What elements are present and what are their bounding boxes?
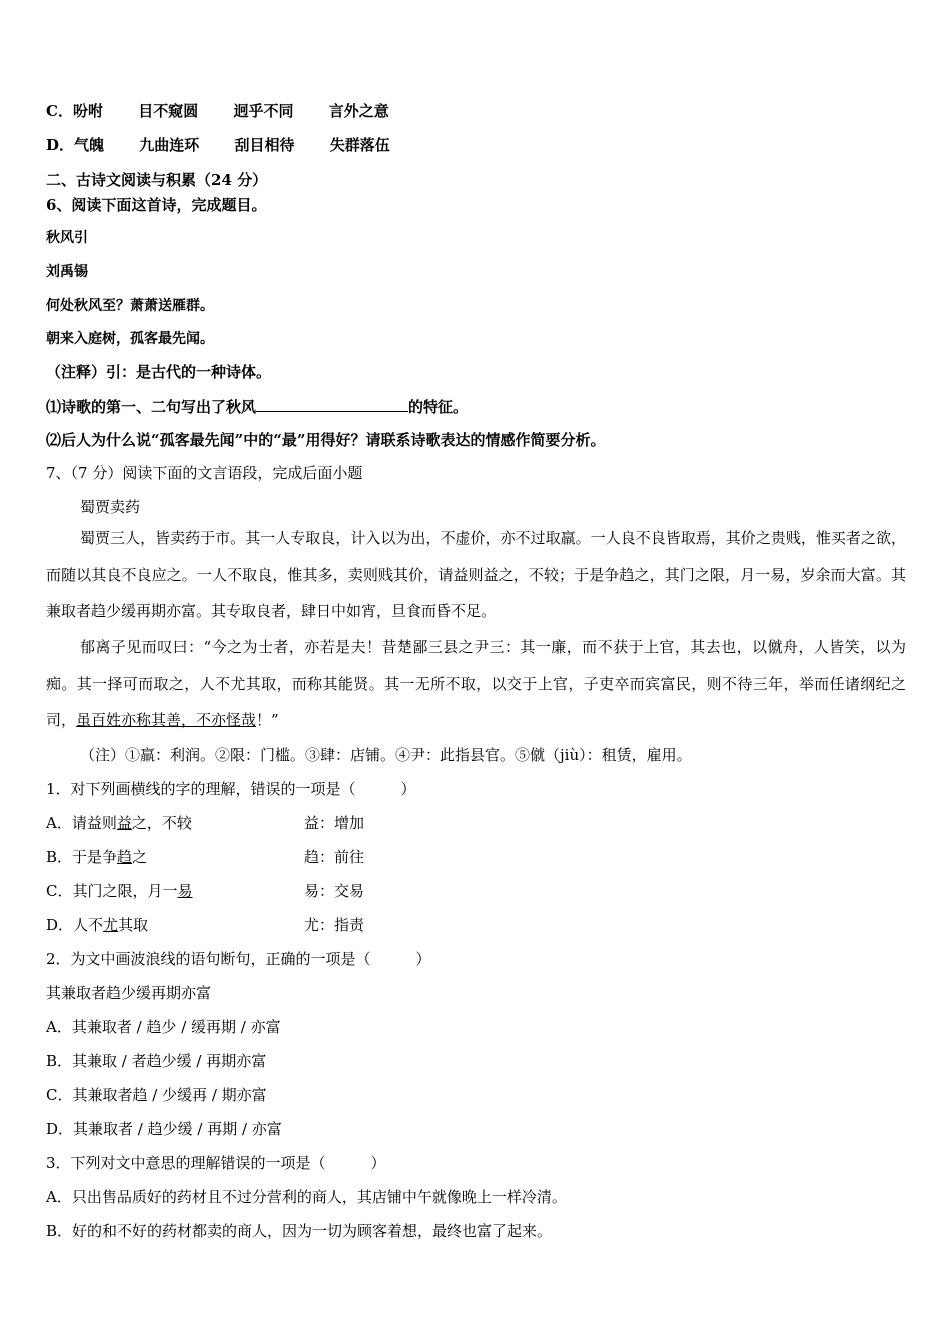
question-6-sub-2: ⑵后人为什么说“孤客最先闻”中的“最”用得好？请联系诗歌表达的情感作简要分析。 (46, 431, 606, 449)
option-text: 其兼取者 / 趋少 / 缓再期 / 亦富 (71, 1018, 281, 1036)
option-word: 九曲连环 (139, 136, 200, 154)
gloss-char: 易： (304, 882, 335, 900)
underlined-char: 趋 (117, 848, 133, 866)
sub1-text: ⑴诗歌的第一、二句写出了秋风 (46, 398, 257, 416)
option-text: 其兼取 / 者趋少缓 / 再期亦富 (72, 1052, 267, 1070)
sub-question-1-option-a[interactable] (46, 813, 365, 833)
sub-question-2-option-c[interactable] (46, 1085, 267, 1105)
option-text: 其兼取者趋 / 少缓再 / 期亦富 (72, 1086, 267, 1104)
option-letter: A． (46, 1018, 72, 1036)
option-d-row (46, 135, 390, 155)
option-text: 其兼取者 / 趋少缓 / 再期 / 亦富 (73, 1120, 282, 1138)
option-letter: C． (46, 1086, 73, 1104)
poem-author: 刘禹锡 (46, 264, 88, 280)
poem-note: （注释）引：是古代的一种诗体。 (46, 363, 272, 381)
gloss-char: 趋： (304, 848, 335, 866)
sub-question-1-option-c[interactable] (46, 881, 365, 901)
passage-paragraph-1: 蜀贾三人，皆卖药于市。其一人专取良，计入以为出，不虚价，亦不过取羸。一人良不良皆取焉，其价之贵贱，惟买者之欲，而随以其良不良应之。一人不取良，惟其多，卖则贱其价，请益则益之，不较；于是争趋之，其门之限，月一易，岁余而大富。其兼取者趋少缓再期亦富。其专取良者，肆日中如宵，旦食而昏不足。 (46, 529, 906, 620)
option-text: 于是争 (72, 848, 118, 866)
poem-title: 秋风引 (46, 230, 88, 246)
option-letter: C． (46, 882, 73, 900)
option-word: 言外之意 (328, 102, 389, 120)
option-text: 其门之限，月一 (72, 882, 178, 900)
option-text: 之，不较 (131, 814, 192, 832)
option-c-row (46, 101, 389, 121)
answer-blank[interactable] (256, 396, 408, 412)
option-letter: B． (46, 848, 73, 866)
underlined-char: 尤 (103, 916, 119, 934)
passage-paragraph-2 (46, 629, 906, 739)
sub-question-2-option-b[interactable] (46, 1051, 266, 1071)
option-word: 失群落伍 (329, 136, 390, 154)
gloss-meaning: 指责 (334, 916, 365, 934)
passage-annotation: （注）①羸：利润。②限：门槛。③肆：店铺。④尹：此指县官。⑤僦（jiù）：租赁，雇用。 (80, 746, 692, 764)
option-word: 刮目相待 (234, 136, 295, 154)
sub-question-1-option-b[interactable] (46, 847, 365, 867)
sub-question-3-option-b[interactable] (46, 1221, 552, 1241)
option-text: 好的和不好的药材都卖的商人，因为一切为顾客着想，最终也富了起来。 (72, 1222, 553, 1240)
underlined-char: 益 (116, 814, 132, 832)
option-letter: D． (46, 916, 74, 934)
option-word: 目不窥圆 (138, 102, 199, 120)
section-heading: 二、古诗文阅读与积累（24 分） (46, 171, 268, 189)
option-text: 之 (132, 848, 148, 866)
gloss-meaning: 前往 (334, 848, 365, 866)
paragraph-end: ！” (256, 711, 279, 729)
sub-question-2-option-a[interactable] (46, 1017, 281, 1037)
underlined-char: 易 (177, 882, 193, 900)
wavy-underlined-sentence: 虽百姓亦称其善，不亦怪哉 (76, 711, 257, 729)
sub-question-3-prompt: 3．下列对文中意思的理解错误的一项是（ ） (46, 1154, 386, 1172)
option-letter: C． (46, 102, 73, 120)
option-letter: D． (46, 136, 75, 154)
option-word: 气魄 (74, 136, 105, 154)
poem-line: 朝来入庭树，孤客最先闻。 (46, 331, 214, 347)
gloss-meaning: 交易 (334, 882, 365, 900)
question-6-prompt: 6、阅读下面这首诗，完成题目。 (46, 196, 267, 214)
option-text: 人不 (73, 916, 104, 934)
question-7-prompt: 7、（7 分）阅读下面的文言语段，完成后面小题 (46, 464, 363, 482)
sub-question-1-prompt: 1．对下列画横线的字的理解，错误的一项是（ ） (46, 780, 416, 798)
option-letter: B． (46, 1052, 73, 1070)
sub1-text-end: 的特征。 (408, 398, 469, 416)
sub-question-2-prompt: 2．为文中画波浪线的语句断句，正确的一项是（ ） (46, 950, 431, 968)
gloss-char: 益： (304, 814, 335, 832)
sub-question-3-option-a[interactable] (46, 1187, 567, 1207)
sub-question-1-option-d[interactable] (46, 915, 365, 935)
option-letter: B． (46, 1222, 73, 1240)
passage-title: 蜀贾卖药 (80, 498, 141, 516)
paragraph-text: 郁离子见而叹曰：“今之为士者，亦若是夫！昔楚鄙三县之尹三：其一廉，而不获于上官，其去也，以僦舟，人皆笑，以为痴。其一择可而取之，人不尤其取，而称其能贤。其一无所不取，以交于上官，子吏卒而宾富民，则不待三年，举而任诸纲纪之司， (46, 638, 906, 729)
sub-question-2-sentence: 其兼取者趋少缓再期亦富 (46, 984, 212, 1002)
option-letter: D． (46, 1120, 74, 1138)
option-letter: A． (46, 814, 72, 832)
option-word: 迥乎不同 (233, 102, 294, 120)
gloss-char: 尤： (304, 916, 335, 934)
option-word: 吩咐 (72, 102, 103, 120)
option-text: 其取 (118, 916, 149, 934)
gloss-meaning: 增加 (334, 814, 365, 832)
option-letter: A． (46, 1188, 72, 1206)
sub-question-2-option-d[interactable] (46, 1119, 282, 1139)
poem-line: 何处秋风至？萧萧送雁群。 (46, 298, 214, 314)
option-text: 只出售品质好的药材且不过分营利的商人，其店铺中午就像晚上一样冷清。 (71, 1188, 567, 1206)
question-6-sub-1 (46, 396, 468, 417)
option-text: 请益则 (71, 814, 117, 832)
